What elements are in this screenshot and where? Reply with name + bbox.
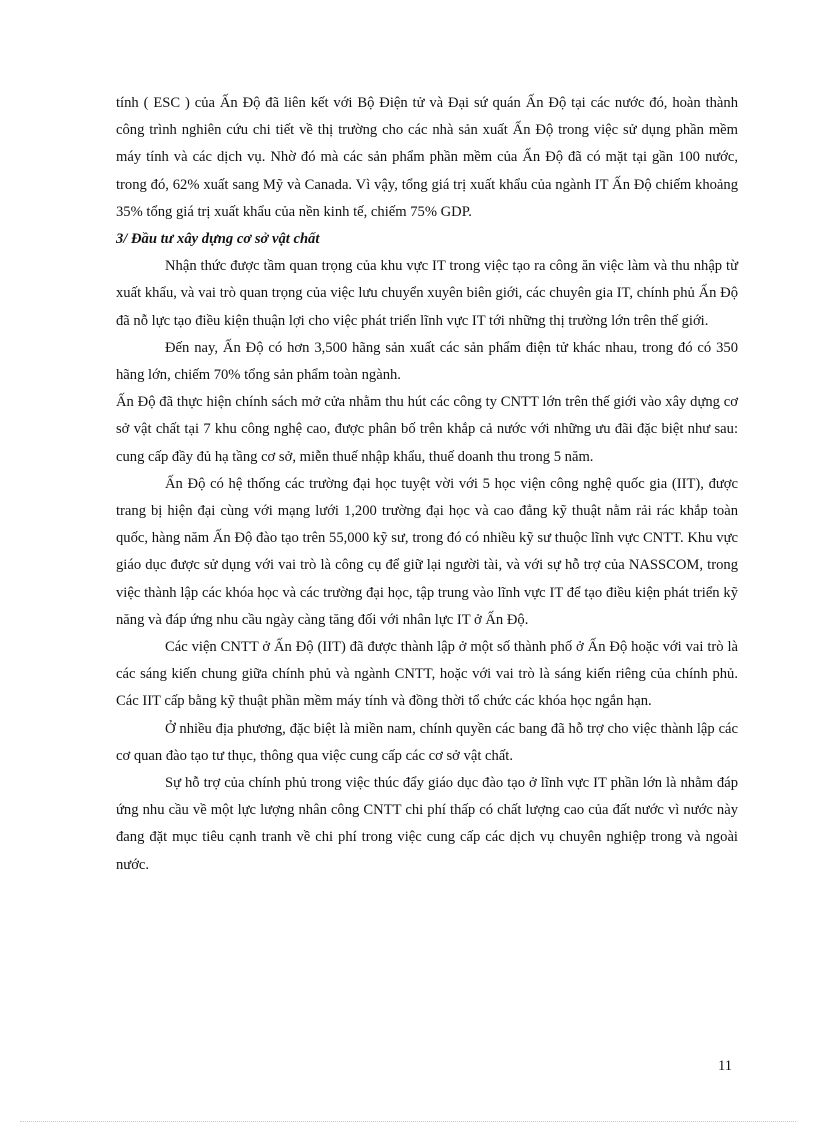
paragraph-it-importance: Nhận thức được tầm quan trọng của khu vực IT trong việc tạo ra công ăn việc làm và thu nhập từ xuất khẩu, và vai trò quan trọng của việc lưu chuyển xuyên biên giới, các chuyên gia IT, chính phủ Ấn Độ đã nỗ lực tạo điều kiện thuận lợi cho việc phát triển lĩnh vực IT tới những thị trường lớn trên thế giới. bbox=[116, 258, 738, 329]
page-bottom-divider bbox=[20, 1121, 796, 1122]
section-heading: 3/ Đầu tư xây dựng cơ sở vật chất bbox=[116, 231, 320, 248]
paragraph-iit-institutes: Các viện CNTT ở Ấn Độ (IIT) đã được thành lập ở một số thành phố ở Ấn Độ hoặc với vai trò là các sáng kiến chung giữa chính phủ và ngành CNTT, hoặc với vai trò là sáng kiến riêng của chính phủ. Các IIT cấp bằng kỹ thuật phần mềm máy tính và đồng thời tổ chức các khóa học ngắn hạn. bbox=[116, 639, 738, 710]
paragraph-electronics-firms: Đến nay, Ấn Độ có hơn 3,500 hãng sản xuất các sản phẩm điện tử khác nhau, trong đó có 350 hãng lớn, chiếm 70% tổng sản phẩm toàn ngành. bbox=[116, 339, 738, 384]
paragraph-esc-export: tính ( ESC ) của Ấn Độ đã liên kết với Bộ Điện tử và Đại sứ quán Ấn Độ tại các nước đó, hoàn thành công trình nghiên cứu chi tiết về thị trường cho các nhà sản xuất Ấn Độ trong việc sử dụng phần mềm máy tính và các dịch vụ. Nhờ đó mà các sản phẩm phần mềm của Ấn Độ đã có mặt tại gần 100 nước, trong đó, 62% xuất sang Mỹ và Canada. Vì vậy, tổng giá trị xuất khẩu của ngành IT Ấn Độ chiếm khoảng 35% tổng giá trị xuất khẩu của nền kinh tế, chiếm 75% GDP. bbox=[116, 95, 738, 220]
paragraph-government-support: Sự hỗ trợ của chính phủ trong việc thúc đẩy giáo dục đào tạo ở lĩnh vực IT phần lớn là nhằm đáp ứng nhu cầu về một lực lượng nhân công CNTT chi phí thấp có chất lượng cao của đất nước vì nước này đang đặt mục tiêu cạnh tranh về chi phí trong việc cung cấp các dịch vụ chuyên nghiệp trong và ngoài nước. bbox=[116, 775, 738, 873]
paragraph-open-door-policy: Ấn Độ đã thực hiện chính sách mở cửa nhằm thu hút các công ty CNTT lớn trên thế giới vào xây dựng cơ sở vật chất tại 7 khu công nghệ cao, được phân bố trên khắp cả nước với những ưu đãi đặc biệt như sau: cung cấp đầy đủ hạ tầng cơ sở, miễn thuế nhập khẩu, thuế doanh thu trong 5 năm. bbox=[116, 394, 738, 465]
page-body bbox=[116, 90, 738, 879]
paragraph-universities: Ấn Độ có hệ thống các trường đại học tuyệt vời với 5 học viện công nghệ quốc gia (IIT), được trang bị hiện đại cùng với mạng lưới 1,200 trường đại học và cao đẳng kỹ thuật nằm rải rác khắp toàn quốc, hàng năm Ấn Độ đào tạo trên 55,000 kỹ sư, trong đó có nhiều kỹ sư thuộc lĩnh vực CNTT. Khu vực giáo dục được sử dụng với vai trò là công cụ để giữ lại người tài, và với sự hỗ trợ của NASSCOM, trong việc thành lập các khóa học và các trường đại học, tập trung vào lĩnh vực IT để tạo điều kiện phát triển kỹ năng và đáp ứng nhu cầu ngày càng tăng đối với nhân lực IT ở Ấn Độ. bbox=[116, 475, 738, 628]
paragraph-local-support: Ở nhiều địa phương, đặc biệt là miền nam, chính quyền các bang đã hỗ trợ cho việc thành lập các cơ quan đào tạo tư thục, thông qua việc cung cấp các cơ sở vật chất. bbox=[116, 720, 738, 764]
page-number: 11 bbox=[718, 1058, 733, 1074]
